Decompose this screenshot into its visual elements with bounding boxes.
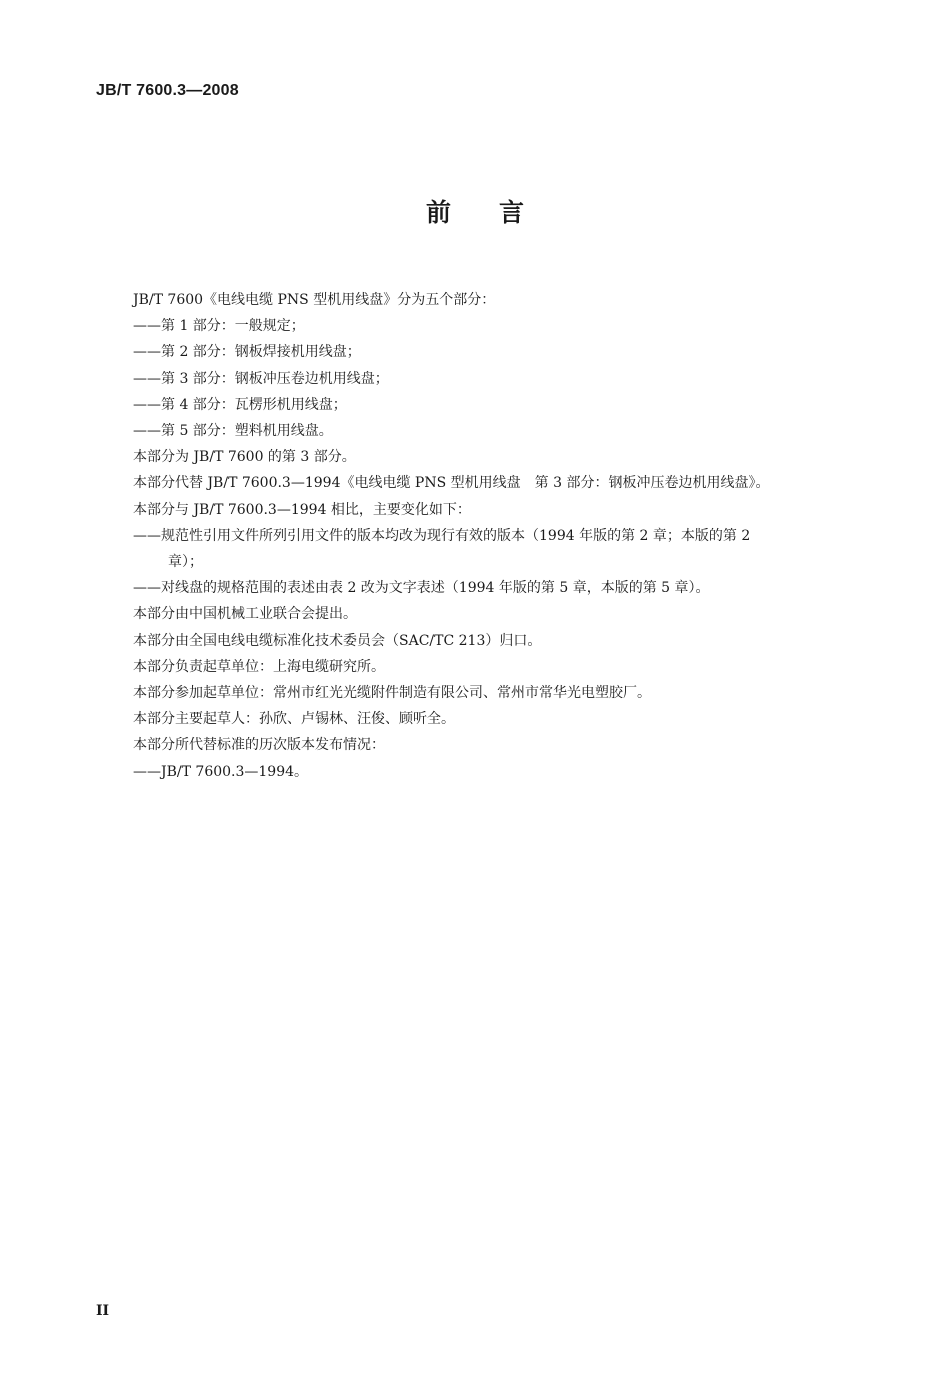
paragraph-participating-units: 本部分参加起草单位：常州市红光光缆附件制造有限公司、常州市常华光电塑胶厂。 [133,685,651,702]
list-item-part-1: ——第 1 部分：一般规定； [133,318,305,335]
paragraph-changes-intro: 本部分与 JB/T 7600.3—1994 相比，主要变化如下： [133,501,471,518]
paragraph-parts-intro: JB/T 7600《电线电缆 PNS 型机用线盘》分为五个部分： [133,292,496,308]
list-item-part-5: ——第 5 部分：塑料机用线盘。 [133,423,333,440]
paragraph-proposed-by: 本部分由中国机械工业联合会提出。 [133,606,357,623]
paragraph-drafting-unit: 本部分负责起草单位：上海电缆研究所。 [133,658,385,675]
page-number: II [96,1303,110,1319]
list-item-change-1: ——规范性引用文件所列引用文件的版本均改为现行有效的版本（1994 年版的第 2 章；本版的第 2 [133,527,751,544]
list-item-change-2: ——对线盘的规格范围的表述由表 2 改为文字表述（1994 年版的第 5 章，本版的第 5 章）。 [133,580,710,597]
paragraph-replaces: 本部分代替 JB/T 7600.3—1994《电线电缆 PNS 型机用线盘 第 3 部分：钢板冲压卷边机用线盘》。 [133,475,770,492]
paragraph-history-intro: 本部分所代替标准的历次版本发布情况： [133,737,385,754]
paragraph-centralized-by: 本部分由全国电线电缆标准化技术委员会（SAC/TC 213）归口。 [133,632,542,649]
paragraph-this-part: 本部分为 JB/T 7600 的第 3 部分。 [133,449,356,466]
list-item-part-4: ——第 4 部分：瓦楞形机用线盘； [133,396,347,413]
list-item-part-2: ——第 2 部分：钢板焊接机用线盘； [133,344,361,361]
page-title: 前言 [425,198,572,227]
standard-code-header: JB/T 7600.3—2008 [96,82,239,99]
paragraph-drafters: 本部分主要起草人：孙欣、卢锡林、汪俊、顾听全。 [133,711,455,728]
list-item-part-3: ——第 3 部分：钢板冲压卷边机用线盘； [133,370,389,387]
list-item-change-1-cont: 章）； [168,554,203,571]
list-item-history-1: ——JB/T 7600.3—1994。 [133,763,309,780]
foreword-body [133,287,863,785]
